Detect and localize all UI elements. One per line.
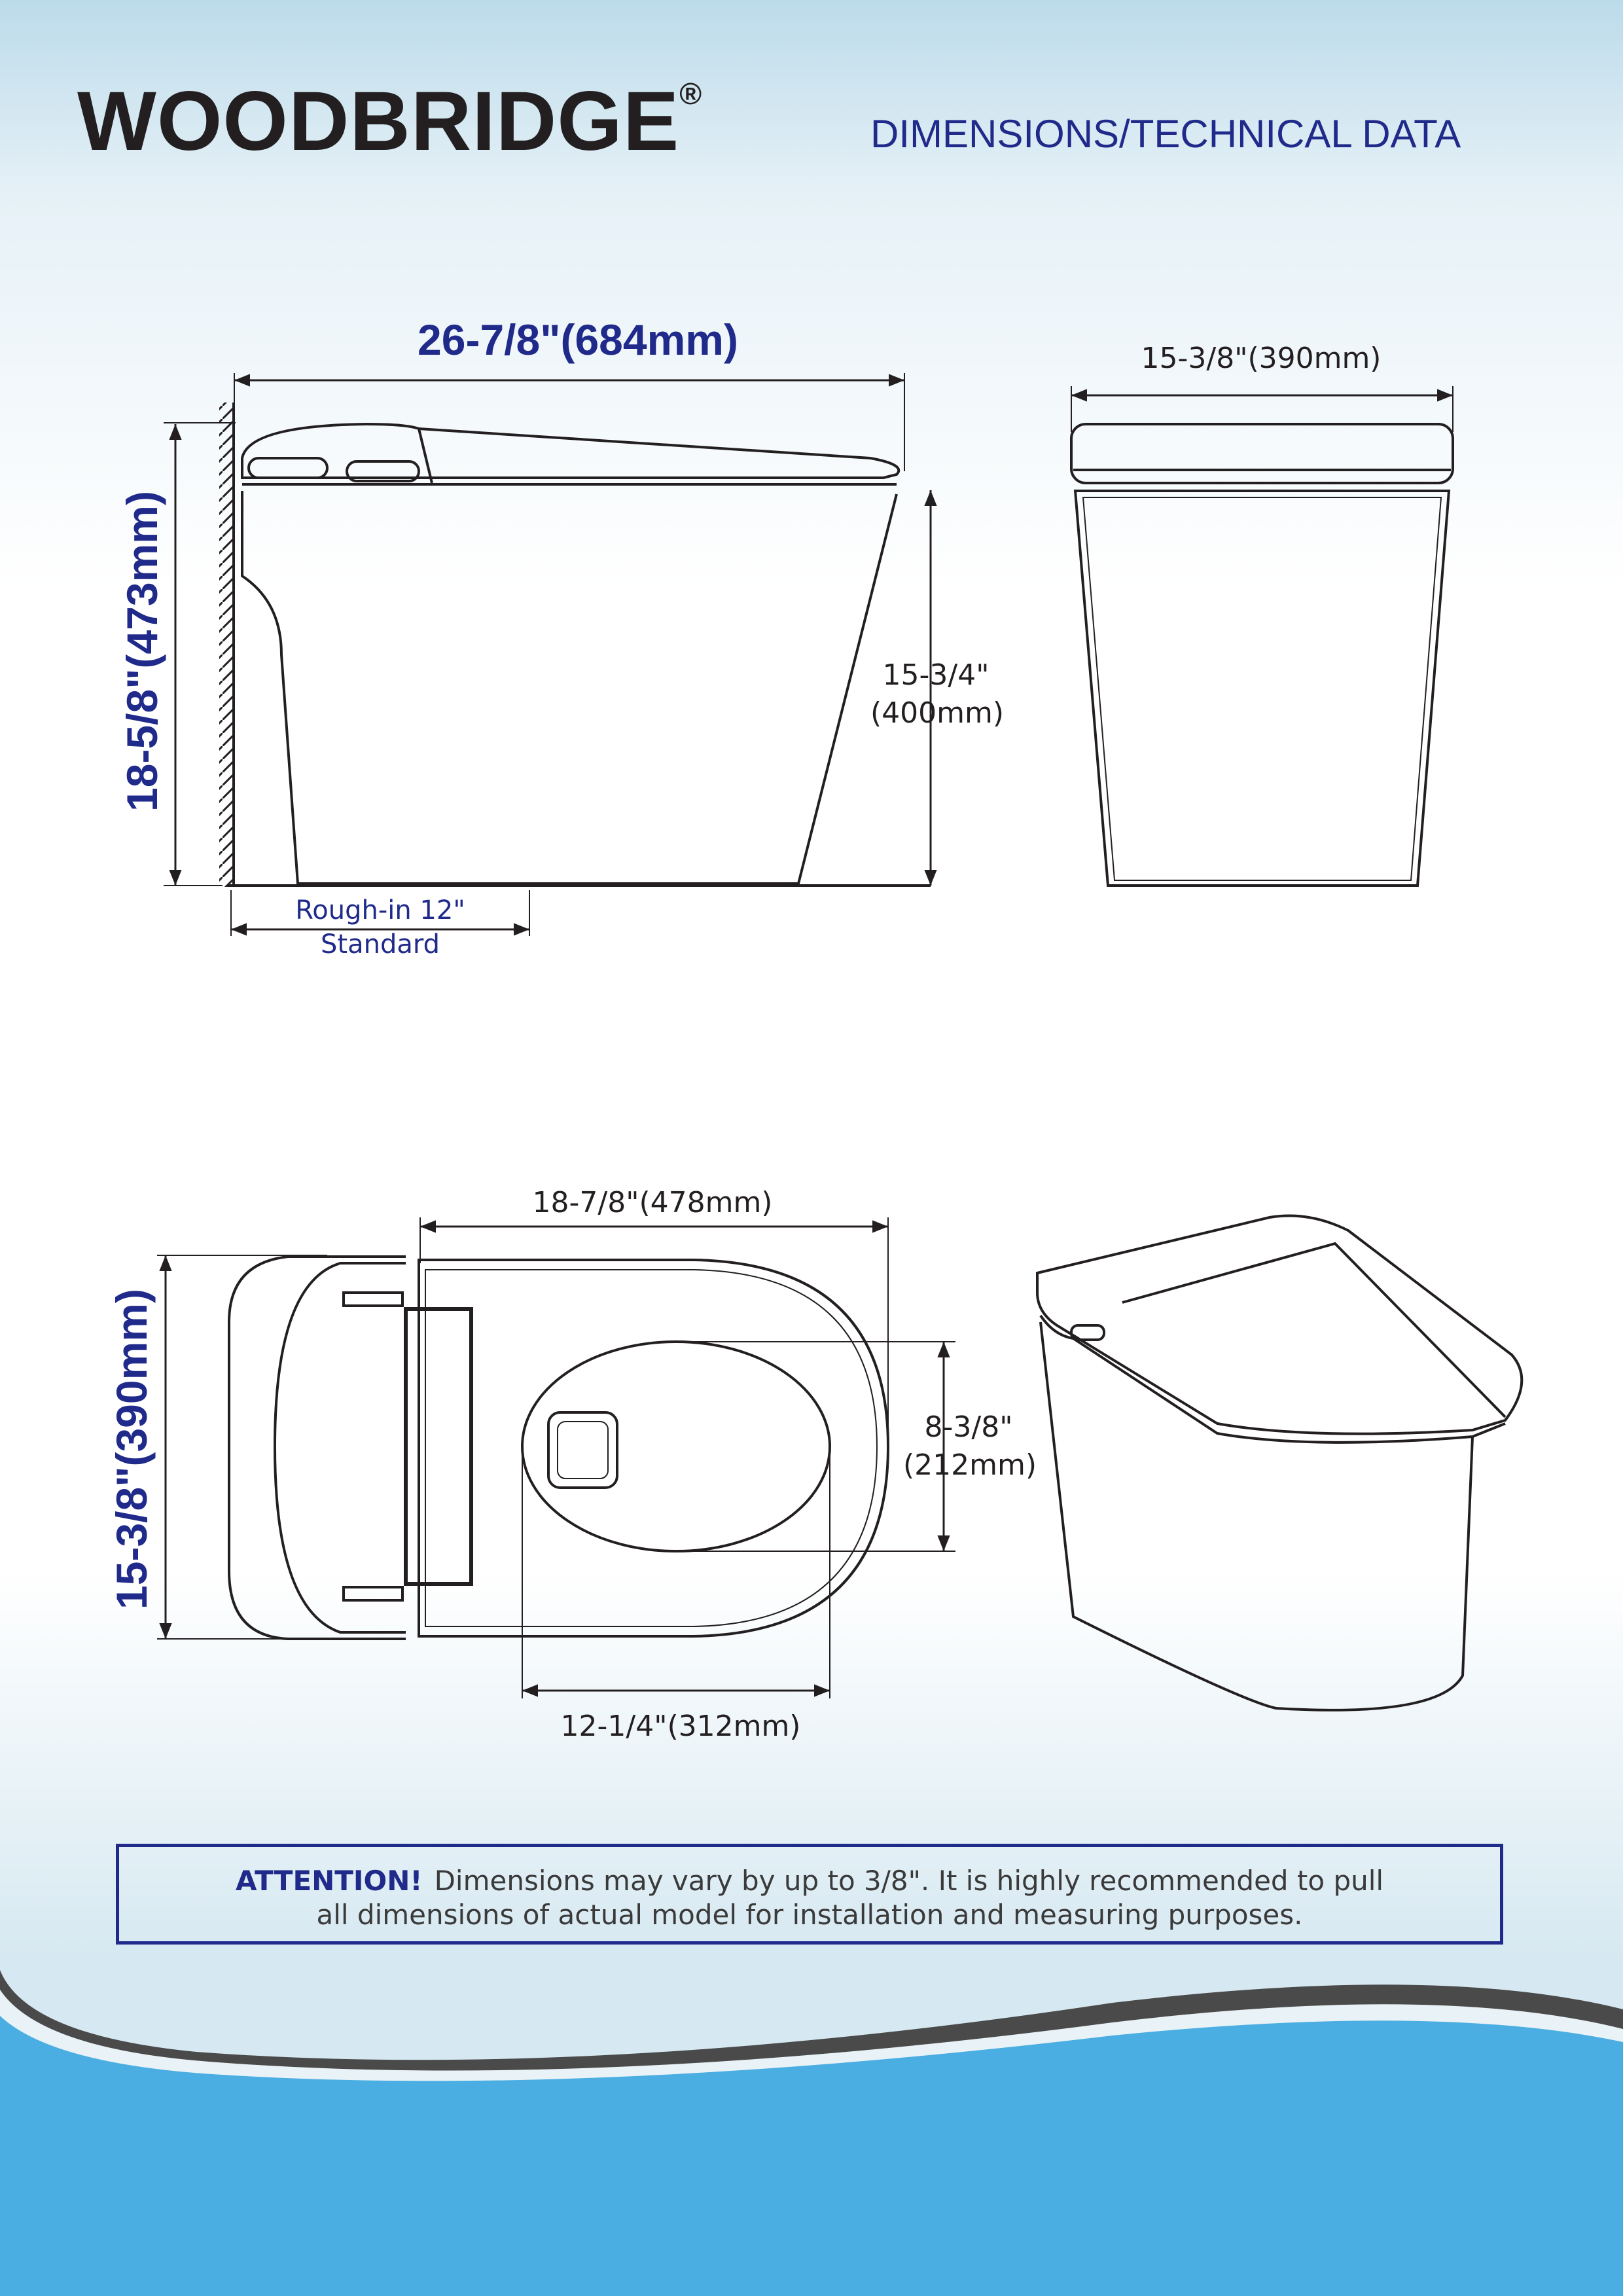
bowl-width-label bbox=[903, 1408, 1037, 1484]
attention-label: ATTENTION! bbox=[235, 1865, 423, 1897]
top-overall-width-label: 15-3/8"(390mm) bbox=[107, 1289, 156, 1609]
overall-height-label: 18-5/8"(473mm) bbox=[118, 491, 166, 812]
front-width-label: 15-3/8"(390mm) bbox=[1141, 342, 1382, 375]
front-view-drawing bbox=[1071, 386, 1453, 886]
rough-in-label bbox=[282, 893, 478, 961]
overall-length-label: 26-7/8"(684mm) bbox=[418, 315, 738, 364]
side-view-drawing bbox=[164, 373, 931, 936]
rough-in-value: Rough-in 12" bbox=[295, 895, 465, 925]
bowl-width-mm: (212mm) bbox=[903, 1448, 1037, 1482]
bowl-height-inch: 15-3/4" bbox=[882, 658, 990, 692]
registered-mark: ® bbox=[679, 77, 703, 111]
rough-in-standard: Standard bbox=[321, 929, 440, 960]
attention-line-2: all dimensions of actual model for installation and measuring purposes. bbox=[316, 1899, 1303, 1931]
bowl-height-mm: (400mm) bbox=[870, 696, 1005, 730]
bowl-width-inch: 8-3/8" bbox=[924, 1410, 1013, 1444]
attention-line-1: Dimensions may vary by up to 3/8". It is highly recommended to pull bbox=[434, 1865, 1384, 1897]
bowl-length-label: 12-1/4"(312mm) bbox=[560, 1710, 801, 1743]
seat-length-label: 18-7/8"(478mm) bbox=[532, 1186, 773, 1219]
page-title: DIMENSIONS/TECHNICAL DATA bbox=[870, 112, 1461, 156]
top-view-drawing bbox=[157, 1217, 955, 1698]
bowl-height-label bbox=[870, 656, 1005, 732]
attention-box bbox=[116, 1844, 1503, 1945]
perspective-view-drawing bbox=[1037, 1216, 1522, 1710]
bottom-wave bbox=[0, 1970, 1623, 2296]
brand-name: WOODBRIDGE bbox=[77, 75, 680, 168]
